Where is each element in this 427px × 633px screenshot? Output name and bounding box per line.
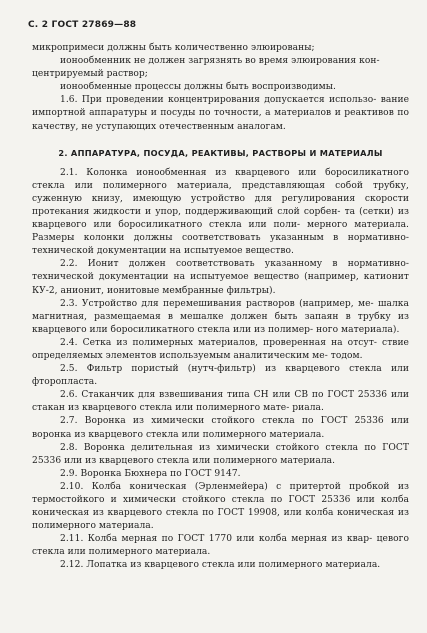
item-2-4: 2.4. Сетка из полимерных материалов, проверенная на отсут- ствие определяемых элементов используемым аналитическим ме- тодом. (32, 337, 409, 361)
lead-line: центрируемый раствор; (32, 69, 148, 80)
item-2-5: 2.5. Фильтр пористый (нутч-фильтр) из кварцевого стекла или фторопласта. (32, 364, 409, 388)
lead-line: микропримеси должны быть количественно элюированы; (32, 43, 315, 53)
paragraph-1-6: 1.6. При проведении концентрирования допускается использо- вание импортной аппаратуры и посуды по точности, а материалов и реактивов по качеству, не уступающих отечественным аналогам. (32, 95, 409, 132)
lead-line: ионообменные процессы должны быть воспроизводимы. (60, 82, 336, 93)
item-2-11: 2.11. Колба мерная по ГОСТ 1770 или колба мерная из квар- цевого стекла или полимерного материала. (32, 534, 409, 558)
lead-line: ионообменник не должен загрязнять во время элюирования кон- (60, 56, 380, 67)
item-2-7: 2.7. Воронка из химически стойкого стекла по ГОСТ 25336 или воронка из кварцевого стекла или полимерного материала. (32, 416, 409, 440)
item-2-3: 2.3. Устройство для перемешивания растворов (например, ме- шалка магнитная, размещаемая в мешалке должен быть запаян в трубку из кварцевого или боросиликатного стекла или из полимер- ного материала). (32, 298, 409, 335)
item-2-10: 2.10. Колба коническая (Эрленмейера) с притертой пробкой из термостойкого и химически стойкого стекла по ГОСТ 25336 или колба коническая из кварцевого стекла по ГОСТ 19908, или колба коническая из полимерного материала. (32, 481, 409, 532)
item-2-12: 2.12. Лопатка из кварцевого стекла или полимерного материала. (60, 560, 381, 571)
section-title: 2. АППАРАТУРА, ПОСУДА, РЕАКТИВЫ, РАСТВОРЫ И МАТЕРИАЛЫ (58, 147, 383, 158)
item-2-2: 2.2. Ионит должен соответствовать указанному в нормативно- технической документации на испытуемое вещество (например, катионит КУ-2, анионит, ионитовые мембранные фильтры). (32, 259, 409, 296)
item-2-8: 2.8. Воронка делительная из химически стойкого стекла по ГОСТ 25336 или из кварцевого стекла или полимерного материала. (32, 442, 409, 466)
item-2-6: 2.6. Стаканчик для взвешивания типа СН или СВ по ГОСТ 25336 или стакан из кварцевого стекла или полимерного мате- риала. (32, 390, 409, 414)
page-body (32, 42, 409, 573)
page-header: С. 2 ГОСТ 27869—88 (28, 20, 137, 30)
item-2-1: 2.1. Колонка ионообменная из кварцевого или боросиликатного стекла или полимерного материала, представляющая собой трубку, суженную книзу, имеющую устройство для регулирования скорости протекания жидкости и упор, поддерживающий слой сорбен- та (сетки) из кварцевого или боросиликатного стекла или поли- мерного материала. Размеры колонки должны соответствовать указанным в нормативно-технической документации на испытуемое вещество. (32, 167, 409, 257)
item-2-9: 2.9. Воронка Бюхнера по ГОСТ 9147. (60, 468, 241, 479)
